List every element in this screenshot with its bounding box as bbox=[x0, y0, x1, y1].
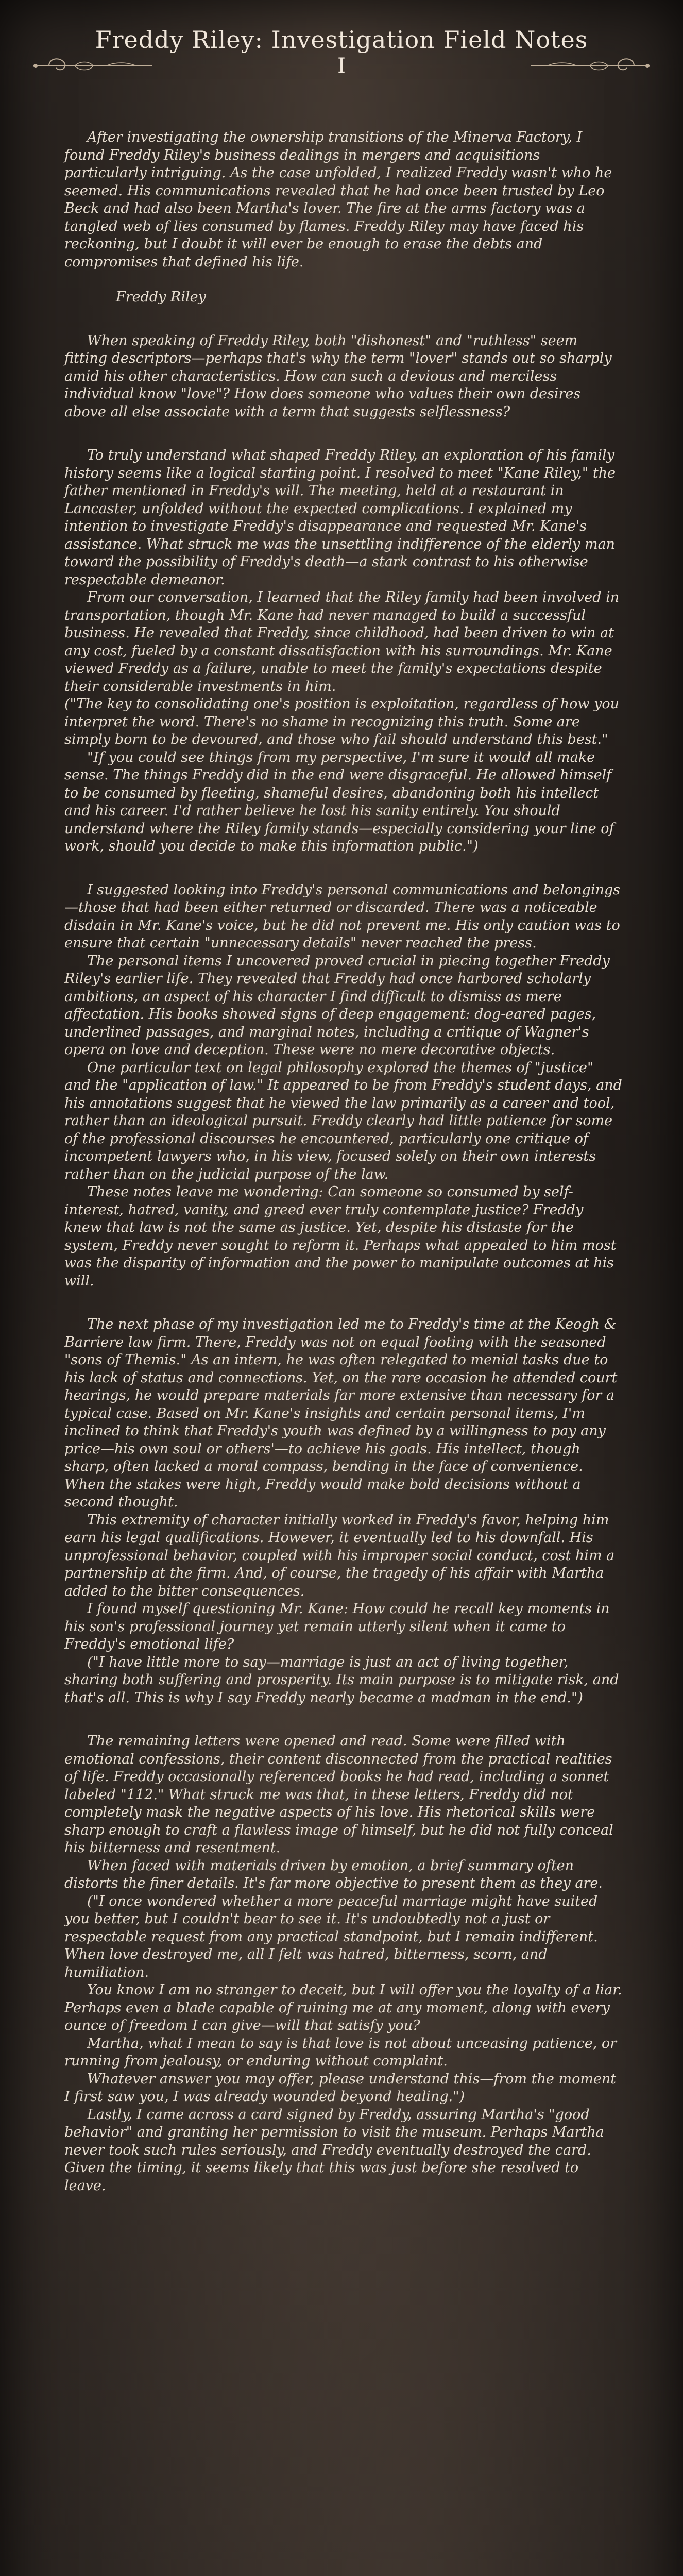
paragraph: From our conversation, I learned that the Riley family had been involved in transportation, though Mr. Kane had never managed to build a successful business. He revealed that Freddy, since childhood, had been driven to win at any cost, fueled by a constant dissatisfaction with his surroundings. Mr. Kane viewed Freddy as a failure, unable to meet the family's expectations despite their considerable investments in him. bbox=[64, 589, 620, 694]
section-belongings bbox=[64, 882, 623, 1291]
notes-body bbox=[64, 129, 623, 2195]
paragraph: When speaking of Freddy Riley, both "dishonest" and "ruthless" seem fitting descriptors—perhaps that's why the term "lover" stands out so sharply amid his other characteristics. How can such a devious and merciless individual know "love"? How does someone who values their own desires above all else associate with a term that suggests selflessness? bbox=[64, 332, 612, 420]
paragraph: I suggested looking into Freddy's personal communications and belongings—those that had been either returned or discarded. There was a noticeable disdain in Mr. Kane's voice, but he did not prevent me. His only caution was to ensure that certain "unnecessary details" never reached the press. bbox=[64, 882, 621, 951]
paragraph: One particular text on legal philosophy explored the themes of "justice" and the "application of law." It appeared to be from Freddy's student days, and his annotations suggest that he viewed the law primarily as a career and tool, rather than an ideological pursuit. Freddy clearly had little patience for some of the professional discourses he encountered, particularly one critique of incompetent lawyers who, in his view, focused solely on their own interests rather than on the judicial purpose of the law. bbox=[64, 1059, 622, 1182]
section-law-firm bbox=[64, 1316, 623, 1707]
paragraph: Lastly, I came across a card signed by Freddy, assuring Martha's "good behavior" and granting her permission to visit the museum. Perhaps Martha never took such rules seriously, and Freddy eventually destroyed the card. Given the timing, it seems likely that this was just before she resolved to leave. bbox=[64, 2106, 604, 2194]
quote-paragraph: ("I have little more to say—marriage is just an act of living together, sharing both suffering and prosperity. Its main purpose is to mitigate risk, and that's all. This is why I say Freddy nearly became a madman in the end.") bbox=[64, 1654, 619, 1706]
right-flourish-ornament bbox=[526, 50, 655, 81]
paragraph: This extremity of character initially worked in Freddy's favor, helping him earn his legal qualifications. However, it eventually led to his downfall. His unprofessional behavior, coupled with his improper social conduct, cost him a partnership at the firm. And, of course, the tragedy of his affair with Martha added to the bitter consequences. bbox=[64, 1512, 615, 1599]
signature: Freddy Riley bbox=[116, 289, 206, 305]
chapter-numeral: I bbox=[337, 54, 346, 78]
quote-paragraph: "If you could see things from my perspective, I'm sure it would all make sense. The things Freddy did in the end were disgraceful. He allowed himself to be consumed by fleeting, shameful desires, abandoning both his intellect and his career. I'd rather believe he lost his sanity entirely. You should understand where the Riley family stands—especially considering your line of work, should you decide to make this information public.") bbox=[64, 749, 614, 854]
section-letters bbox=[64, 1733, 623, 2195]
paragraph: The personal items I uncovered proved crucial in piecing together Freddy Riley's earlier life. They revealed that Freddy had once harbored scholarly ambitions, an aspect of his character I find difficult to dismiss as mere affectation. His books showed signs of deep engagement: dog-eared pages, underlined passages, and marginal notes, including a critique of Wagner's opera on love and deception. These were no mere decorative objects. bbox=[64, 953, 610, 1058]
section-lover bbox=[64, 332, 623, 421]
paragraph: To truly understand what shaped Freddy Riley, an exploration of his family history seems like a logical starting point. I resolved to meet "Kane Riley," the father mentioned in Freddy's will. The meeting, held at a restaurant in Lancaster, unfolded without the expected complications. I explained my intention to investigate Freddy's disappearance and requested Mr. Kane's assistance. What struck me was the unsettling indifference of the elderly man toward the possibility of Freddy's death—a stark contrast to his otherwise respectable demeanor. bbox=[64, 447, 616, 588]
paragraph: The next phase of my investigation led me to Freddy's time at the Keogh & Barriere law firm. There, Freddy was not on equal footing with the seasoned "sons of Themis." As an intern, he was often relegated to menial tasks due to his lack of status and connections. Yet, on the rare occasion he attended court hearings, he would prepare materials far more extensive than necessary for a typical case. Based on Mr. Kane's insights and certain personal items, I'm inclined to think that Freddy's youth was defined by a willingness to pay any price—his own soul or others'—to achieve his goals. His intellect, though sharp, often lacked a moral compass, bending in the face of convenience. When the stakes were high, Freddy would make bold decisions without a second thought. bbox=[64, 1316, 618, 1510]
quote-paragraph: Martha, what I mean to say is that love is not about unceasing patience, or running from jealousy, or enduring without complaint. bbox=[64, 2035, 617, 2069]
section-intro bbox=[64, 129, 623, 307]
quote-paragraph: Whatever answer you may offer, please understand this—from the moment I first saw you, I was already wounded beyond healing.") bbox=[64, 2071, 617, 2105]
quote-paragraph: You know I am no stranger to deceit, but I will offer you the loyalty of a liar. Perhaps even a blade capable of ruining me at any moment, along with every ounce of freedom I can give—will that satisfy you? bbox=[64, 1982, 622, 2033]
left-flourish-ornament bbox=[28, 50, 157, 81]
page-header bbox=[0, 25, 683, 97]
quote-paragraph: ("I once wondered whether a more peaceful marriage might have suited you better, but I couldn't bear to see it. It's undoubtedly not a just or respectable request from any practical standpoint, but I remain indifferent. When love destroyed me, all I felt was hatred, bitterness, scorn, and humiliation. bbox=[64, 1893, 598, 1980]
page-title: Freddy Riley: Investigation Field Notes bbox=[95, 26, 588, 54]
paragraph: After investigating the ownership transitions of the Minerva Factory, I found Freddy Riley's business dealings in mergers and acquisitions particularly intriguing. As the case unfolded, I realized Freddy wasn't who he seemed. His communications revealed that he had once been trusted by Leo Beck and had also been Martha's lover. The fire at the arms factory was a tangled web of lies consumed by flames. Freddy Riley may have faced his reckoning, but I doubt it will ever be enough to erase the debts and compromises that defined his life. bbox=[64, 129, 612, 270]
paragraph: I found myself questioning Mr. Kane: How could he recall key moments in his son's professional journey yet remain utterly silent when it came to Freddy's emotional life? bbox=[64, 1601, 610, 1652]
paragraph: These notes leave me wondering: Can someone so consumed by self-interest, hatred, vanity, and greed ever truly contemplate justice? Freddy knew that law is not the same as justice. Yet, despite his distaste for the system, Freddy never sought to reform it. Perhaps what appealed to him most was the disparity of information and the power to manipulate outcomes at his will. bbox=[64, 1184, 617, 1289]
section-family bbox=[64, 447, 623, 856]
quote-paragraph: ("The key to consolidating one's position is exploitation, regardless of how you interpret the word. There's no shame in recognizing this truth. Some are simply born to be devoured, and those who fail should understand this best." bbox=[64, 696, 620, 748]
paragraph: The remaining letters were opened and read. Some were filled with emotional confessions, their content disconnected from the practical realities of life. Freddy occasionally referenced books he had read, including a sonnet labeled "112." What struck me was that, in these letters, Freddy did not completely mask the negative aspects of his love. His rhetorical skills were sharp enough to craft a flawless image of himself, but he did not fully conceal his bitterness and resentment. bbox=[64, 1733, 613, 1856]
paragraph: When faced with materials driven by emotion, a brief summary often distorts the finer details. It's far more objective to present them as they are. bbox=[64, 1857, 603, 1891]
